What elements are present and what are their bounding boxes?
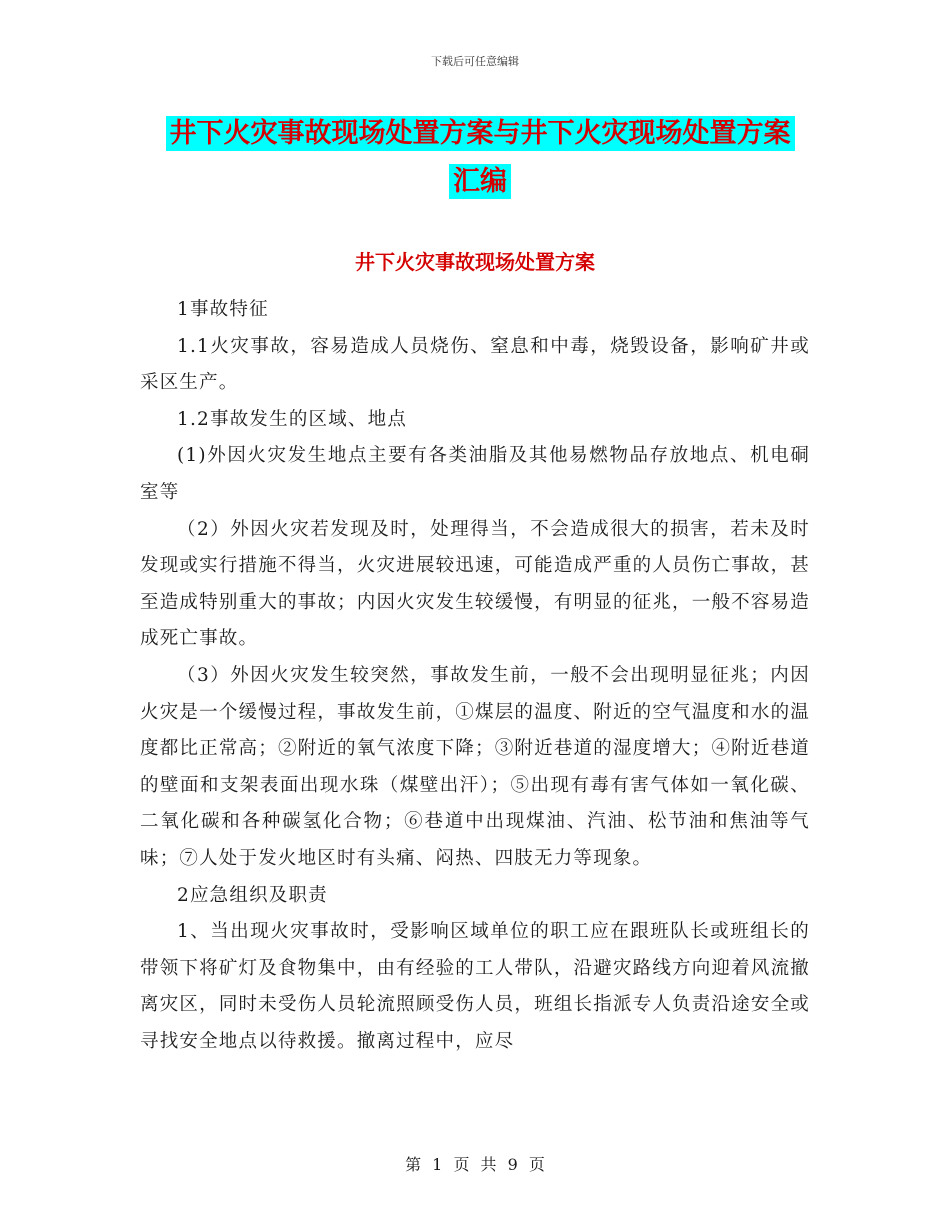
document-title [140,110,820,206]
document-body [140,292,810,1060]
header-note: 下载后可任意编辑 [431,55,519,68]
page-number: 第 1 页 共 9 页 [405,1155,545,1174]
title-line-1: 井下火灾事故现场处置方案与井下火灾现场处置方案 [166,116,795,151]
paragraph: (1)外因火灾发生地点主要有各类油脂及其他易燃物品存放地点、机电硐室等 [140,445,810,503]
paragraph: 1、当出现火灾事故时，受影响区域单位的职工应在跟班队长或班组长的带领下将矿灯及食物集中，由有经验的工人带队，沿避灾路线方向迎着风流撤离灾区，同时未受伤人员轮流照顾受伤人员，班组长指派专人负责沿途安全或寻找安全地点以待救援。撤离过程中，应尽 [140,921,810,1052]
paragraph: 1事故特征 [177,299,269,320]
paragraph: 1.2事故发生的区域、地点 [177,408,408,430]
title-line-2: 汇编 [449,164,511,199]
section-title: 井下火灾事故现场处置方案 [355,250,595,274]
paragraph: （2）外因火灾若发现及时，处理得当，不会造成很大的损害，若未及时发现或实行措施不得当，火灾进展较迅速，可能造成严重的人员伤亡事故，甚至造成特别重大的事故；内因火灾发生较缓慢，有明显的征兆，一般不容易造成死亡事故。 [140,518,810,650]
paragraph: 1.1火灾事故，容易造成人员烧伤、窒息和中毒，烧毁设备，影响矿井或采区生产。 [140,335,810,394]
paragraph: 2应急组织及职责 [177,884,328,906]
paragraph: （3）外因火灾发生较突然，事故发生前，一般不会出现明显征兆；内因火灾是一个缓慢过程，事故发生前，①煤层的温度、附近的空气温度和水的温度都比正常高；②附近的氧气浓度下降；③附近巷道的湿度增大；④附近巷道的壁面和支架表面出现水珠（煤壁出汗）；⑤出现有毒有害气体如一氧化碳、二氧化碳和各种碳氢化合物；⑥巷道中出现煤油、汽油、松节油和焦油等气味；⑦人处于发火地区时有头痛、闷热、四肢无力等现象。 [140,664,810,869]
